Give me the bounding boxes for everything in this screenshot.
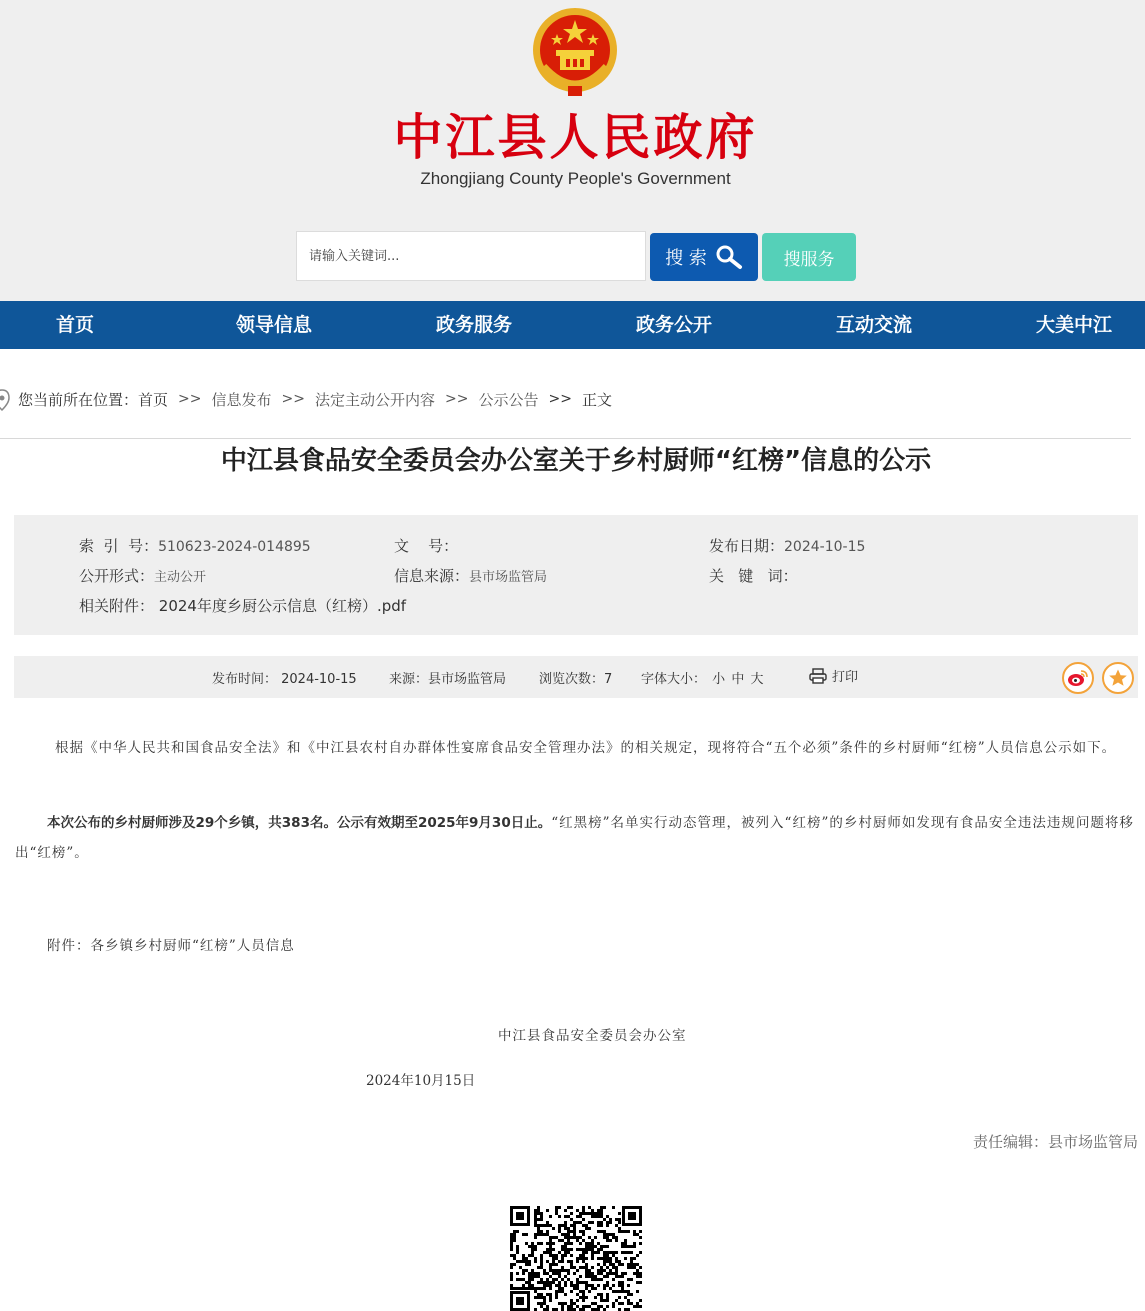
meta-source: [394, 565, 547, 586]
nav-gov-services[interactable]: 政务服务: [436, 314, 513, 336]
article-title: 中江县食品安全委员会办公室关于乡村厨师“红榜”信息的公示: [220, 446, 932, 476]
national-emblem: [532, 6, 618, 98]
meta-form-value: 主动公开: [154, 570, 207, 585]
favorite-star-icon[interactable]: [1102, 662, 1134, 694]
search-icon: [715, 244, 743, 270]
font-size-control: [641, 668, 763, 687]
meta-date-label: 发布日期：: [709, 537, 785, 555]
nav-gov-disclosure[interactable]: 政务公开: [636, 314, 713, 336]
view-count: 浏览次数：7: [539, 672, 613, 687]
publish-time: 发布时间： 2024-10-15: [212, 672, 357, 687]
meta-source-value: 县市场监管局: [469, 570, 548, 585]
font-size-large[interactable]: 大: [750, 672, 764, 687]
meta-keywords: [709, 565, 798, 586]
breadcrumb-separator: >>: [281, 391, 305, 407]
meta-doc-no-label: 文 号：: [394, 537, 459, 555]
paragraph-2-text: “红黑榜”名单实行动态管理，被列入“红榜”的乡村厨师如发现有食品安全违法违规问题将移出“红榜”。: [15, 815, 1134, 861]
print-icon: [809, 668, 827, 684]
qr-code: [510, 1206, 642, 1311]
meta-date: [709, 535, 865, 556]
breadcrumb: [0, 386, 612, 412]
breadcrumb-statutory-content[interactable]: 法定主动公开内容: [314, 390, 435, 409]
meta-index-label: 索 引 号：: [79, 537, 159, 555]
meta-attachment-label: 相关附件：: [79, 597, 155, 615]
breadcrumb-info-release[interactable]: 信息发布: [211, 390, 272, 409]
signature-date: 2024年10月15日: [366, 1073, 476, 1089]
site-subtitle: Zhongjiang County People's Government: [420, 169, 731, 188]
print-label: 打印: [832, 670, 859, 685]
meta-date-value: 2024-10-15: [784, 539, 866, 555]
breadcrumb-prefix: 您当前所在位置：: [18, 390, 139, 409]
breadcrumb-announcements[interactable]: 公示公告: [478, 390, 539, 409]
site-header: [0, 0, 1145, 301]
meta-attachment: [79, 595, 406, 616]
font-size-small[interactable]: 小: [712, 672, 726, 687]
attachment-link[interactable]: 2024年度乡厨公示信息（红榜）.pdf: [158, 597, 407, 615]
breadcrumb-separator: >>: [445, 391, 469, 407]
attachment-note: 附件：各乡镇乡村厨师“红榜”人员信息: [47, 938, 295, 954]
print-button[interactable]: [809, 666, 858, 685]
font-size-medium[interactable]: 中: [731, 672, 745, 687]
document-meta: [14, 515, 1138, 635]
article-info-bar: [14, 656, 1138, 698]
font-size-label: 字体大小：: [641, 672, 707, 687]
signature: 中江县食品安全委员会办公室: [498, 1028, 687, 1044]
nav-leaders[interactable]: 领导信息: [236, 314, 313, 336]
meta-index: [79, 535, 311, 556]
weibo-icon[interactable]: [1062, 662, 1094, 694]
meta-keywords-label: 关 键 词：: [709, 567, 798, 585]
breadcrumb-current: 正文: [581, 390, 612, 409]
breadcrumb-home[interactable]: 首页: [138, 390, 169, 409]
search-button-label: 搜 索: [665, 248, 707, 269]
meta-form: [79, 565, 206, 586]
nav-interaction[interactable]: 互动交流: [836, 314, 913, 336]
meta-source-label: 信息来源：: [394, 567, 470, 585]
article-source: 来源：县市场监管局: [389, 672, 507, 687]
paragraph-2-bold: 本次公布的乡村厨师涉及29个乡镇，共383名。公示有效期至2025年9月30日止。: [47, 815, 552, 831]
breadcrumb-separator: >>: [178, 391, 202, 407]
site-title: 中江县人民政府: [393, 109, 758, 166]
content-paragraph-1: 根据《中华人民共和国食品安全法》和《中江县农村自办群体性宴席食品安全管理办法》的相关规定，现将符合“五个必须”条件的乡村厨师“红榜”人员信息公示如下。: [55, 740, 1117, 756]
content-paragraph-2: [15, 808, 1135, 868]
main-nav: [0, 301, 1145, 349]
location-pin-icon: [0, 386, 18, 412]
service-search-button[interactable]: 搜服务: [762, 233, 856, 281]
meta-index-value: 510623-2024-014895: [158, 539, 311, 555]
responsible-editor: 责任编辑：县市场监管局: [972, 1133, 1138, 1151]
breadcrumb-separator: >>: [548, 391, 572, 407]
search-input[interactable]: [296, 231, 646, 281]
meta-doc-no: [394, 535, 458, 556]
divider: [0, 438, 1131, 439]
meta-form-label: 公开形式：: [79, 567, 155, 585]
nav-zhongjiang[interactable]: 大美中江: [1036, 314, 1113, 336]
nav-home[interactable]: 首页: [56, 314, 95, 336]
search-button[interactable]: [650, 233, 758, 281]
